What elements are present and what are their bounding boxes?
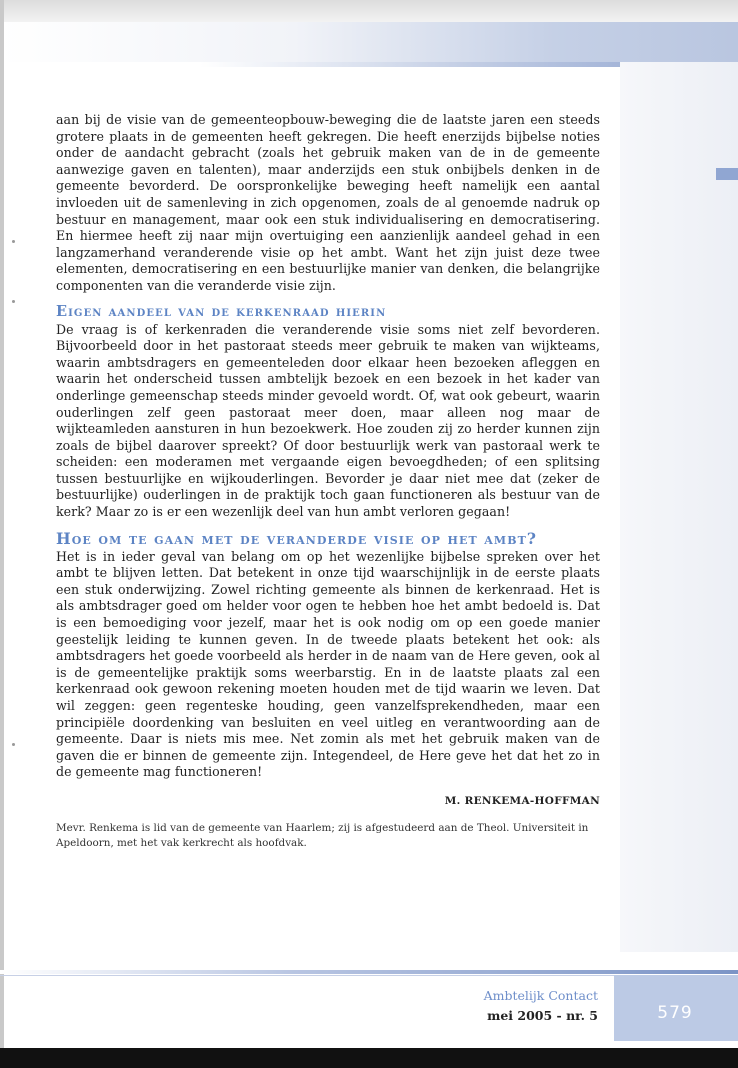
author-note: Mevr. Renkema is lid van de gemeente van Haarlem; zij is afgestudeerd aan de Theol. Universiteit in Apeldoorn, met het vak kerkrecht als hoofdvak. (56, 821, 589, 849)
article-body (56, 112, 600, 851)
section-paragraph: De vraag is of kerkenraden die veranderende visie soms niet zelf bevorderen. Bijvoorbeeld door in het pastoraat steeds meer gebruik te maken van wijkteams, waarin ambtsdragers en gemeenteleden door elkaar heen bezoeken afleggen en waarin het onderscheid tussen ambtelijk bezoek en een bezoek in het kader van onderlinge gemeenschap steeds minder gevoeld wordt. Of, wat ook gebeurt, waarin ouderlingen zelf geen pastoraat meer doen, maar alleen nog maar de wijkteamleden aansturen in hun bezoekwerk. Hoe zouden zij zo herder kunnen zijn zoals de bijbel daarover spreekt? Of door bestuurlijk werk van pastoraal werk te scheiden: een moderamen met vergaande eigen bevoegdheden; of een splitsing tussen bestuurlijke en wijkouderlingen. Bevorder je daar niet mee dat (zeker de bestuurlijke) ouderlingen in de praktijk toch gaan functioneren als bestuur van de kerk? Maar zo is er een wezenlijk deel van hun ambt verloren gegaan! (56, 321, 600, 520)
binding-mark (12, 240, 15, 243)
intro-paragraph: aan bij de visie van de gemeenteopbouw-beweging die de laatste jaren een steeds grotere plaats in de gemeenten heeft gekregen. Die heeft enerzijds bijbelse noties onder de aandacht gebracht (zoals het gebruik maken van de in de gemeente aanwezige gaven en talenten), maar anderzijds een stuk onbijbels denken in de gemeente bevorderd. De oorspronkelijke beweging heeft namelijk een aantal invloeden uit de samenleving in zich opgenomen, zoals de al genoemde nadruk op bestuur en management, maar ook een stuk individualisering en democratisering. En hiermee heeft zij naar mijn overtuiging een aanzienlijk aandeel gehad in een langzamerhand veranderende visie op het ambt. Want het zijn juist deze twee elementen, democratisering en een bestuurlijke manier van denken, die belangrijke componenten van die veranderde visie zijn. (56, 112, 600, 293)
side-margin-strip (620, 62, 738, 952)
section-heading: Hoe om te gaan met de veranderde visie op het ambt? (56, 528, 538, 548)
magazine-title: Ambtelijk Contact (483, 988, 598, 1003)
page-number: 579 (657, 1003, 693, 1023)
author-name: M. RENKEMA-HOFFMAN (444, 794, 600, 807)
binding-mark (12, 743, 15, 746)
section-heading: Eigen aandeel van de kerkenraad hierin (56, 302, 387, 320)
scan-bottom-edge (0, 1048, 738, 1068)
binding-mark (12, 300, 15, 303)
footer-rule (0, 970, 738, 974)
section-paragraph: Het is in ieder geval van belang om op het wezenlijke bijbelse spreken over het ambt te blijven letten. Dat betekent in onze tijd waarschijnlijk in de eerste plaats een stuk onderwijzing. Zowel richting gemeente als binnen de kerkenraad. Het is als ambtsdrager goed om helder voor ogen te hebben hoe het ambt bedoeld is. Dat is een bemoediging voor jezelf, maar het is ook nodig om op een goede manier geestelijk leiding te kunnen geven. In de tweede plaats betekent het ook: als ambtsdragers het goede voorbeeld als herder in de naam van de Here geven, ook al is de gemeentelijke praktijk soms weerbarstig. En in de laatste plaats zal een kerkenraad ook gewoon rekening moeten houden met de tijd waarin we leven. Dat wil zeggen: geen regenteske houding, geen vanzelfsprekendheden, maar een principiële doordenking van besluiten en veel uitleg en verantwoording aan de gemeente. Daar is niets mis mee. Net zomin als met het gebruik maken van de gaven die er binnen de gemeente zijn. Integendeel, de Here geve het dat het zo in de gemeente mag functioneren! (56, 548, 600, 780)
header-band (0, 22, 738, 62)
side-marker-tab (716, 168, 738, 180)
top-scan-shadow (0, 0, 738, 24)
issue-label: mei 2005 - nr. 5 (487, 1008, 598, 1023)
page-left-edge (0, 0, 4, 1068)
